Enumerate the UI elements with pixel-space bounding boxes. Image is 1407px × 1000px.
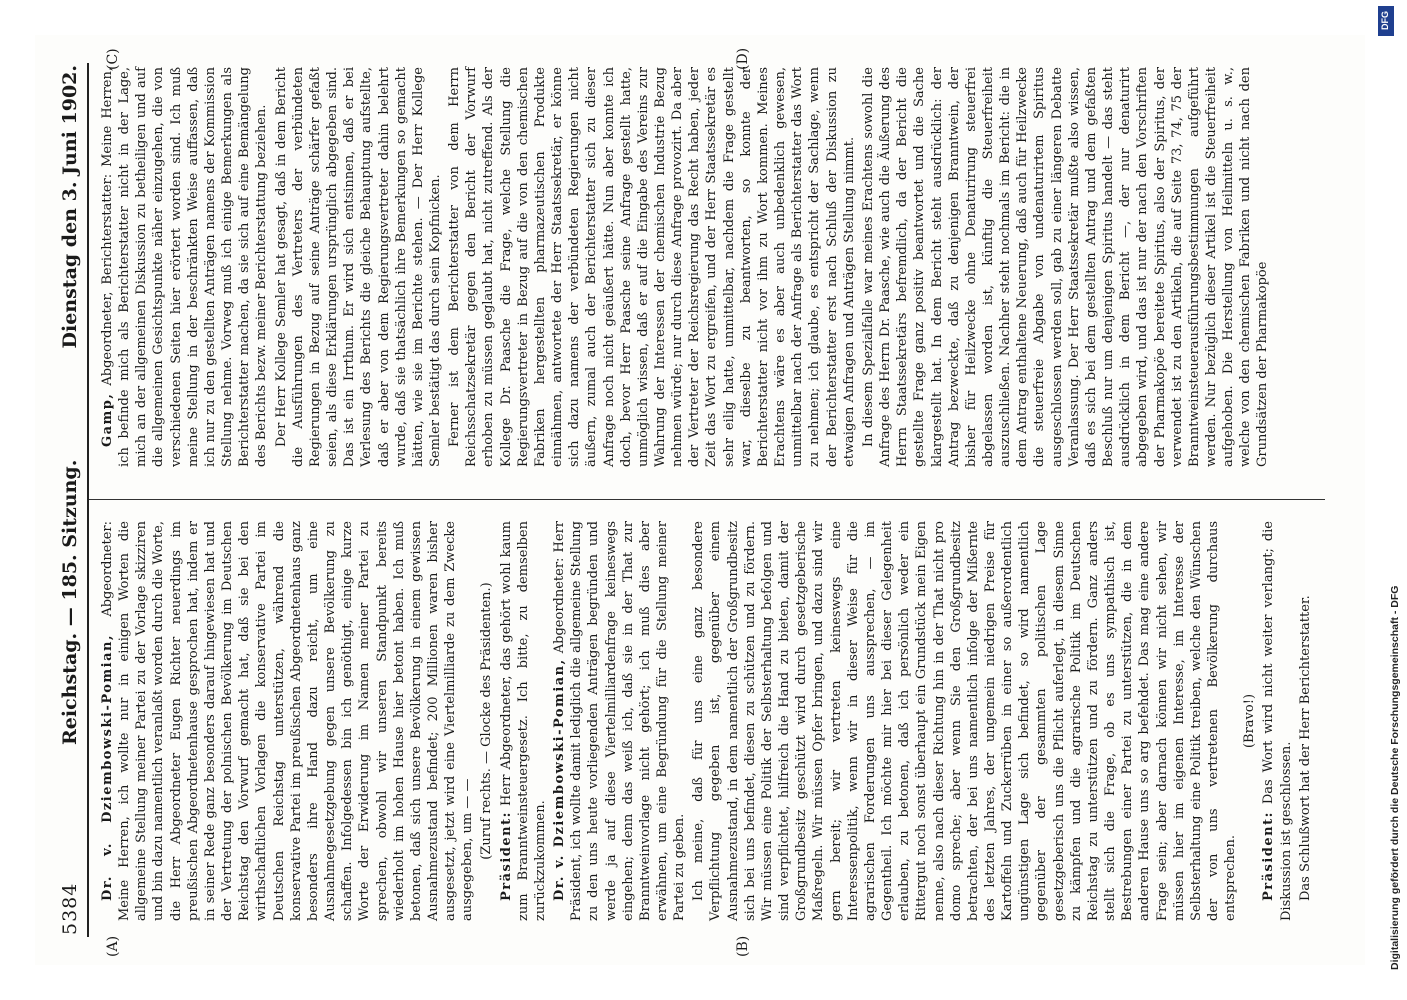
left-text-column bbox=[99, 521, 1316, 921]
digitization-credit bbox=[1375, 0, 1401, 1000]
interjection: (Zuruf rechts. — Glocke des Präsidenten.) bbox=[479, 582, 495, 860]
header-rule bbox=[87, 63, 89, 937]
paragraph bbox=[273, 67, 445, 467]
paragraph-text: Abgeordneter, Berichterstatter: Meine Herren, ich befinde mich als Berichterstatter nicht in der Lage, mich an der allgemeinen Diskussion zu betheiligen und auf die allgemeinen Gesichtspunkte näher einzugehen, die von verschiedenen Seiten hier erörtert worden sind. Ich muß meine Stellung in der beschränkten Weise auffassen, daß ich nur zu den gestellten Anträgen namens der Kommission Stellung nehme. Vorweg muß ich einige Bemerkungen als Berichterstatter machen, da sie sich auf eine Bemängelung des Berichts bezw. meiner Berichterstattung beziehen. bbox=[100, 67, 270, 467]
paragraph-text: Herr Abgeordneter, das gehört wohl kaum zum Branntweinsteuergesetz. Ich bitte, zu demselben zurückzukommen. bbox=[498, 521, 548, 921]
paragraph bbox=[446, 67, 858, 467]
margin-mark-b: (B) bbox=[735, 935, 751, 957]
paragraph-text: Abgeordneter: Meine Herren, ich wollte nur in einigen Worten die allgemeine Stellung meiner Partei zu der Vorlage skizziren und bin dazu namentlich veranlaßt worden durch die Worte, die Herr Abgeordneter Eugen Richter neuerdings im preußischen Abgeordnetenhause gesprochen hat, indem er in seiner Rede ganz besonders darauf hingewiesen hat und der Vertretung der polnischen Bevölkerung im Deutschen Reichstag den Vorwurf gemacht hat, daß sie bei den wirthschaftlichen Vorlagen die konservative Partei im Deutschen Reichstag unterstützen, während die konservative Partei im preußischen Abgeordnetenhaus ganz besonders ihre Hand dazu reicht, um eine Ausnahmegesetzgebung gegen unsere Bevölkerung zu schaffen. Infolgedessen bin ich genöthigt, einige kurze Worte der Erwiderung im Namen meiner Partei zu sprechen, obwohl wir unseren Standpunkt bereits wiederholt im hohen Hause hier betont haben. Ich muß betonen, daß sich unsere Bevölkerung in einem gewissen Ausnahmezustand befindet; 200 Millionen waren bisher ausgesetzt, jetzt wird eine Viertelmilliarde zu dem Zwecke ausgegeben, um — — bbox=[100, 521, 476, 921]
document-page bbox=[35, 35, 1365, 965]
paragraph bbox=[99, 67, 271, 467]
session-date: Dienstag den 3. Juni 1902. bbox=[59, 65, 81, 349]
speaker-name: Präsident: bbox=[1261, 811, 1277, 901]
paragraph-text: Ich meine, daß für uns eine ganz besondere Verpflichtung gegeben ist, gegenüber einem Ausnahmezustand, in dem namentlich der Großgrundbesitz sich bei uns befindet, diesen zu schützen und zu fördern. Wir müssen eine Politik der Selbsterhaltung befolgen und sind verpflichtet, hilfreich die Hand zu bieten, damit der Großgrundbesitz geschützt wird durch gesetzgeberische Maßregeln. Wir müssen Opfer bringen, und dazu sind wir gern bereit; wir vertreten keineswegs eine Interessenpolitik, wenn wir in dieser Weise für die agrarischen Forderungen uns aussprechen, — im Gegentheil. Ich möchte mir hier bei dieser Gelegenheit erlauben, zu betonen, daß ich persönlich weder ein Rittergut noch sonst überhaupt ein Grundstück mein Eigen nenne, also nach dieser Richtung hin in der That nicht pro domo spreche; aber wenn Sie den Großgrundbesitz betrachten, der bei uns namentlich infolge der Mißernte des letzten Jahres, der ungemein niedrigen Preise für Kartoffeln und Zuckerrüben in einer so außerordentlich ungünstigen Lage sich befindet, so wird namentlich gegenüber der gesammten politischen Lage gesetzgeberisch uns die Pflicht auferlegt, in diesem Sinne zu kämpfen und die agrarische Politik im Deutschen Reichstag zu unterstützen und zu fördern. Ganz anders stellt sich die Frage, ob es uns sympathisch ist, Bestrebungen einer Partei zu unterstützen, die in dem anderen Hause uns so arg befehdet. Das mag eine andere Frage sein; aber darnach können wir nicht sehen, wir müssen hier im eigenen Interesse, im Interesse der Selbsterhaltung eine Politik treiben, welche den Wünschen der von uns vertretenen Bevölkerung durchaus entsprechen. bbox=[691, 521, 1239, 921]
margin-mark-c: (C) bbox=[105, 48, 121, 70]
running-title: Reichstag. — 185. Sitzung. bbox=[59, 459, 81, 745]
paragraph bbox=[551, 521, 688, 921]
interjection: (Bravo!) bbox=[1242, 693, 1258, 749]
paragraph bbox=[860, 67, 1272, 467]
speaker-name: Dr. v. Dziembowski-Pomian, bbox=[100, 633, 115, 901]
paragraph bbox=[690, 521, 1239, 921]
paragraph-text: Abgeordneter: Herr Präsident, ich wollte damit lediglich die allgemeine Stellung zu den uns heute vorliegenden Anträgen begründen und werde ja auf diese Viertelmilliardenfrage keineswegs eingehen; denn das weiß ich, daß sie in der That zur Branntweinvorlage nicht gehört; ich muß dies aber erwähnen, um eine Begründung für die Stellung meiner Partei zu geben. bbox=[552, 521, 688, 921]
paragraph-text: Ferner ist dem Berichterstatter von dem Herrn Reichsschatzsekretär gegen den Bericht der Vorwurf erhoben zu müssen geglaubt hat, nicht zutreffend. Als der Kollege Dr. Paasche die Frage, welche Stellung die Regierungsvertreter in Bezug auf die von den chemischen Fabriken hergestellten pharmazeutischen Produkte einnähmen, antwortete der Herr Staatssekretär, er könne sich dazu namens der verbündeten Regierungen nicht äußern, zumal auch der Berichterstatter sich zu dieser Anfrage noch nicht geäußert hätte. Nun aber konnte ich doch, bevor Herr Paasche seine Anfrage gestellt hatte, unmöglich wissen, daß er auf die Eingabe des Vereins zur Wahrung der Interessen der chemischen Industrie Bezug nehmen würde; nur durch diese Anfrage provozirt. Da aber der Vertreter der Reichsregierung das Recht haben, jeder Zeit das Wort zu ergreifen, und der Herr Staatssekretär es sehr eilig hatte, unmittelbar, nachdem die Frage gestellt war, dieselbe zu beantworten, so konnte der Berichterstatter nicht vor ihm zu Wort kommen. Meines Erachtens wäre es aber auch unbedenklich gewesen, unmittelbar nach der Anfrage als Berichterstatter das Wort zu nehmen; ich glaube, es entspricht der Sachlage, wenn der Berichterstatter erst nach Schluß der Diskussion zu etwaigen Anfragen und Anträgen Stellung nimmt. bbox=[447, 67, 857, 467]
speaker-name: Gamp, bbox=[100, 392, 115, 447]
column-divider bbox=[89, 499, 1325, 500]
speaker-name: Dr. v. Dziembowski-Pomian, bbox=[552, 658, 568, 901]
paragraph-text: Das Wort wird nicht weiter verlangt; die Diskussion ist geschlossen. bbox=[1261, 521, 1294, 921]
credit-text: Digitalisierung gefördert durch die Deutsche Forschungsgemeinschaft - DFG bbox=[1389, 585, 1401, 970]
paragraph bbox=[498, 521, 549, 921]
dfg-logo: DFG bbox=[1378, 6, 1394, 36]
paragraph-text: In diesem Spezialfalle war meines Erachtens sowohl die Anfrage des Herrn Dr. Paasche, wie auch die Äußerung des Herrn Staatssekretärs befremdlich, da der Bericht die gestellte Frage ganz positiv beantwortet und die Sache klargestellt hat. In dem Bericht steht ausdrücklich: der Antrag bezweckte, daß zu denjenigen Branntwein, der bisher für Heilzwecke ohne Denaturirung steuerfrei abgelassen worden ist, künftig die Steuerfreiheit auszuschließen. Nachher steht nochmals im Bericht: die in dem Antrag enthaltene Neuerung, daß auch für Heilzwecke die steuerfreie Abgabe von undenaturirtem Spiritus ausgeschlossen werden soll, gab zu einer längeren Debatte Veranlassung. Der Herr Staatssekretär mußte also wissen, daß es sich bei dem gestellten Antrag und dem gefaßten Beschluß nur um denjenigen Spiritus handelt — das steht ausdrücklich in dem Bericht —, der nur denaturirt abgegeben wird, und das ist nur der nach den Vorschriften der Pharmakopöe bereitete Spiritus, also der Spiritus, der verwendet ist zu den Artikeln, die auf Seite 73, 74, 75 der Branntweinsteuerausführungsbestimmungen aufgeführt werden. Nur bezüglich dieser Artikel ist die Steuerfreiheit aufgehoben. Die Herstellung von Heilmitteln u. s. w., welche von den chemischen Fabriken und nicht nach den Grundsätzen der Pharmakopöe bbox=[860, 67, 1271, 467]
margin-mark-a: (A) bbox=[105, 935, 121, 957]
page-number: 5384 bbox=[59, 882, 81, 935]
paragraph bbox=[1260, 521, 1294, 921]
paragraph-text: Der Herr Kollege Semler hat gesagt, daß in dem Bericht die Ausführungen des Vertreters der verbündeten Regierungen in Bezug auf seine Anträge schärfer gefaßt seien, als diese Erklärungen ursprünglich abgegeben sind. Das ist ein Irrthum. Er wird sich entsinnen, daß er bei Verlesung des Berichts die gleiche Behauptung aufstellte, daß er aber von dem Regierungsvertreter dahin belehrt wurde, daß sie thatsächlich ihre Bemerkungen so gemacht hätten, wie sie im Berichte stehen. — Der Herr Kollege Semler bestätigt das durch sein Kopfnicken. bbox=[273, 67, 443, 467]
paragraph bbox=[1297, 521, 1314, 921]
paragraph-text: Das Schlußwort hat der Herr Berichterstatter. bbox=[1297, 595, 1313, 901]
right-text-column bbox=[99, 67, 1274, 467]
speaker-name: Präsident: bbox=[498, 811, 514, 901]
paragraph bbox=[99, 521, 476, 921]
margin-mark-d: (D) bbox=[735, 47, 751, 70]
